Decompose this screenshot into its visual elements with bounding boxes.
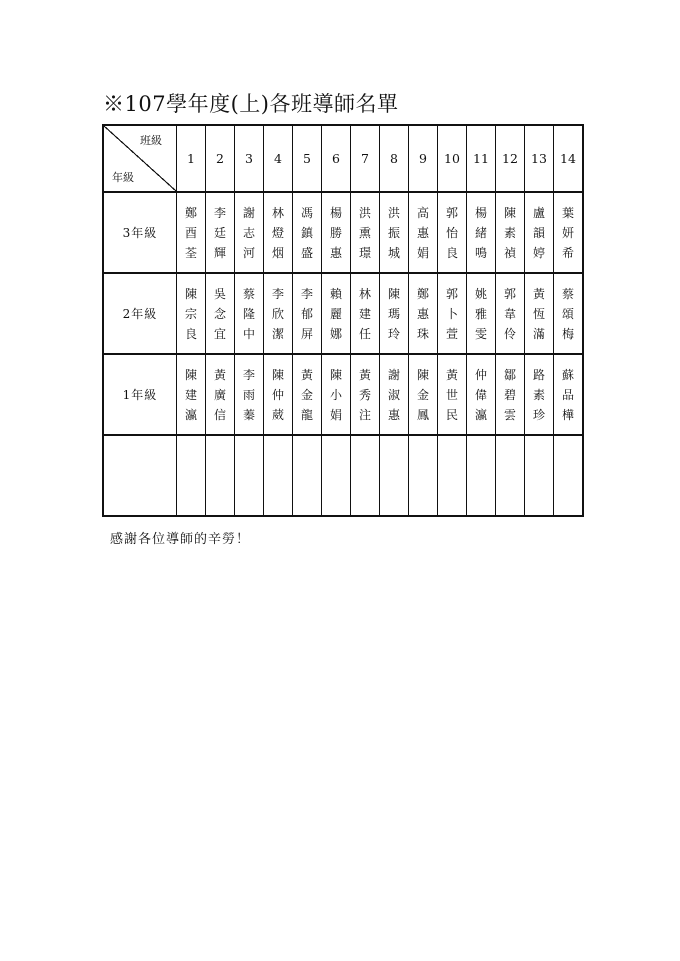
teacher-name: 林 建 任 [358, 286, 371, 341]
teacher-name: 仲 偉 瀛 [474, 367, 487, 422]
teacher-cell [496, 192, 525, 273]
teacher-cell [438, 354, 467, 435]
teacher-name: 陳 宗 良 [184, 286, 197, 341]
teacher-cell [525, 273, 554, 354]
class-axis-label: 班級 [140, 134, 162, 147]
teacher-cell [525, 354, 554, 435]
teacher-cell [264, 192, 293, 273]
teacher-cell [554, 273, 584, 354]
teacher-name: 李 郁 屏 [300, 286, 313, 341]
teacher-name: 郭 卜 萱 [445, 286, 458, 341]
class-number-7: 7 [351, 125, 380, 192]
teacher-cell [206, 192, 235, 273]
teacher-name: 謝 淑 惠 [387, 367, 400, 422]
empty-cell [351, 435, 380, 516]
empty-cell [438, 435, 467, 516]
empty-cell [293, 435, 322, 516]
class-number-2: 2 [206, 125, 235, 192]
teacher-name: 黃 秀 注 [358, 367, 371, 422]
teacher-name: 馮 鎮 盛 [300, 205, 313, 260]
empty-cell [525, 435, 554, 516]
teacher-cell [351, 273, 380, 354]
teacher-cell [438, 192, 467, 273]
teacher-cell [351, 354, 380, 435]
class-header-row [103, 125, 583, 192]
grade-label: 2年級 [103, 273, 177, 354]
teacher-name: 陳 小 娟 [329, 367, 342, 422]
teacher-name: 陳 金 鳳 [416, 367, 429, 422]
class-number-6: 6 [322, 125, 351, 192]
teacher-cell [409, 354, 438, 435]
teacher-name: 蘇 品 樺 [561, 367, 574, 422]
teacher-cell [467, 192, 496, 273]
class-number-5: 5 [293, 125, 322, 192]
teacher-name: 葉 妍 希 [561, 205, 574, 260]
empty-cell [409, 435, 438, 516]
teacher-cell [409, 192, 438, 273]
empty-cell [554, 435, 584, 516]
empty-cell [264, 435, 293, 516]
teacher-name: 陳 建 瀛 [184, 367, 197, 422]
empty-cell [496, 435, 525, 516]
teacher-name: 蔡 隆 中 [242, 286, 255, 341]
teacher-name: 林 燈 烟 [271, 205, 284, 260]
grade-label: 1年級 [103, 354, 177, 435]
teacher-cell [264, 354, 293, 435]
teacher-name: 姚 雅 雯 [474, 286, 487, 341]
teacher-cell [380, 192, 409, 273]
class-number-1: 1 [177, 125, 206, 192]
teacher-name: 盧 韻 婷 [532, 205, 545, 260]
class-number-13: 13 [525, 125, 554, 192]
teacher-cell [409, 273, 438, 354]
teacher-cell [293, 354, 322, 435]
teacher-name: 蔡 頌 梅 [561, 286, 574, 341]
teacher-name: 賴 麗 娜 [329, 286, 342, 341]
teacher-cell [235, 192, 264, 273]
teacher-cell [380, 354, 409, 435]
teacher-cell [177, 192, 206, 273]
class-number-8: 8 [380, 125, 409, 192]
grade-label: 3年級 [103, 192, 177, 273]
empty-cell [235, 435, 264, 516]
teacher-name: 鄒 碧 雲 [503, 367, 516, 422]
grade-row [103, 192, 583, 273]
teacher-name: 李 雨 蓁 [242, 367, 255, 422]
teacher-cell [206, 354, 235, 435]
teacher-cell [496, 354, 525, 435]
teacher-cell [496, 273, 525, 354]
teacher-name: 楊 緒 鳴 [474, 205, 487, 260]
teacher-cell [177, 273, 206, 354]
empty-cell [103, 435, 177, 516]
page-title: ※107學年度(上)各班導師名單 [103, 92, 399, 116]
teacher-cell [351, 192, 380, 273]
teacher-name: 陳 素 禎 [503, 205, 516, 260]
teacher-name: 路 素 珍 [532, 367, 545, 422]
grade-row [103, 354, 583, 435]
teacher-name: 郭 韋 伶 [503, 286, 516, 341]
empty-cell [322, 435, 351, 516]
empty-cell [467, 435, 496, 516]
grade-row [103, 273, 583, 354]
teacher-name: 李 廷 輝 [213, 205, 226, 260]
class-number-10: 10 [438, 125, 467, 192]
teacher-name: 楊 勝 惠 [329, 205, 342, 260]
empty-row [103, 435, 583, 516]
teacher-cell [438, 273, 467, 354]
teacher-cell [235, 354, 264, 435]
empty-cell [206, 435, 235, 516]
empty-cell [380, 435, 409, 516]
teacher-cell [293, 273, 322, 354]
corner-cell [103, 125, 177, 192]
teacher-cell [554, 192, 584, 273]
teacher-name: 黃 金 龍 [300, 367, 313, 422]
teacher-cell [525, 192, 554, 273]
teacher-cell [322, 273, 351, 354]
teacher-name: 郭 怡 良 [445, 205, 458, 260]
teacher-name: 鄭 惠 珠 [416, 286, 429, 341]
thanks-note: 感謝各位導師的辛勞！ [110, 532, 251, 547]
teacher-cell [235, 273, 264, 354]
class-number-9: 9 [409, 125, 438, 192]
empty-cell [177, 435, 206, 516]
class-number-11: 11 [467, 125, 496, 192]
teacher-name: 陳 瑪 玲 [387, 286, 400, 341]
class-number-12: 12 [496, 125, 525, 192]
class-number-4: 4 [264, 125, 293, 192]
teacher-name: 鄭 酉 荃 [184, 205, 197, 260]
teacher-cell [380, 273, 409, 354]
teacher-roster-table [102, 124, 584, 517]
teacher-name: 黃 世 民 [445, 367, 458, 422]
teacher-name: 謝 志 河 [242, 205, 255, 260]
teacher-cell [177, 354, 206, 435]
teacher-name: 高 惠 娟 [416, 205, 429, 260]
teacher-cell [322, 192, 351, 273]
teacher-cell [554, 354, 584, 435]
teacher-name: 吳 念 宜 [213, 286, 226, 341]
teacher-cell [264, 273, 293, 354]
teacher-cell [322, 354, 351, 435]
class-number-3: 3 [235, 125, 264, 192]
teacher-name: 洪 振 城 [387, 205, 400, 260]
teacher-name: 黃 廣 信 [213, 367, 226, 422]
teacher-cell [293, 192, 322, 273]
class-number-14: 14 [554, 125, 584, 192]
teacher-name: 陳 仲 葳 [271, 367, 284, 422]
grade-axis-label: 年級 [112, 171, 134, 184]
teacher-cell [206, 273, 235, 354]
teacher-cell [467, 273, 496, 354]
teacher-name: 李 欣 潔 [271, 286, 284, 341]
teacher-name: 黃 恆 滿 [532, 286, 545, 341]
teacher-cell [467, 354, 496, 435]
teacher-name: 洪 熏 璟 [358, 205, 371, 260]
